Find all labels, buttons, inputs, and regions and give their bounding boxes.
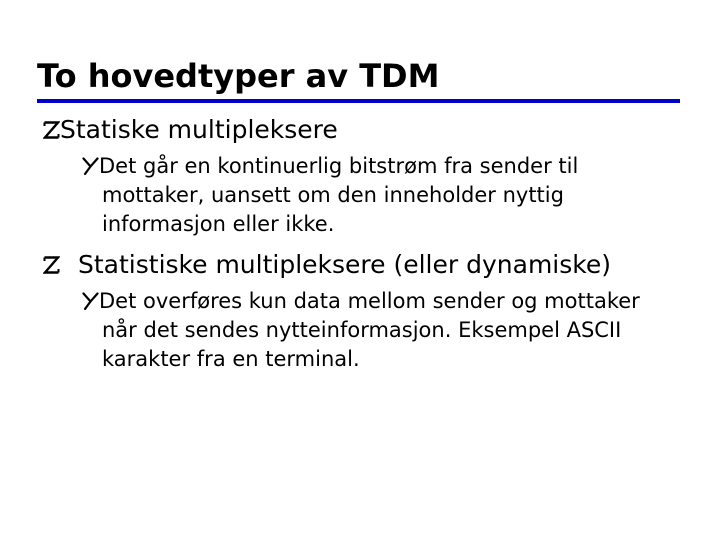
sub-bullet-text: Det går en kontinuerlig bitstrøm fra sender til [99,154,579,178]
sub-bullet-line [102,210,334,239]
title-underline [37,99,680,103]
sub-bullet-text: informasjon eller ikke. [102,212,335,236]
sub-bullet-line [102,316,621,345]
bullet-statiske [43,115,338,145]
bullet-statistiske [43,250,611,280]
sub-bullet-text: når det sendes nytteinformasjon. Eksempel ASCII [102,318,622,342]
sub-bullet-text: karakter fra en terminal. [102,347,360,371]
sub-bullet-line [102,345,360,374]
z-bullet-icon [43,253,60,275]
sub-bullet-line [82,152,578,181]
slide-title: To hovedtyper av TDM [37,57,440,95]
bullet-text: Statiske multipleksere [60,115,338,144]
sub-bullet-text: mottaker, uansett om den inneholder nyttig [102,183,564,207]
bullet-text: Statistiske multipleksere (eller dynamiske) [78,250,611,279]
sub-bullet-text: Det overføres kun data mellom sender og mottaker [99,289,640,313]
y-bullet-icon [82,292,99,310]
sub-bullet-line [102,181,564,210]
y-bullet-icon [82,157,99,175]
z-bullet-icon [43,118,60,140]
sub-bullet-line [82,287,640,316]
